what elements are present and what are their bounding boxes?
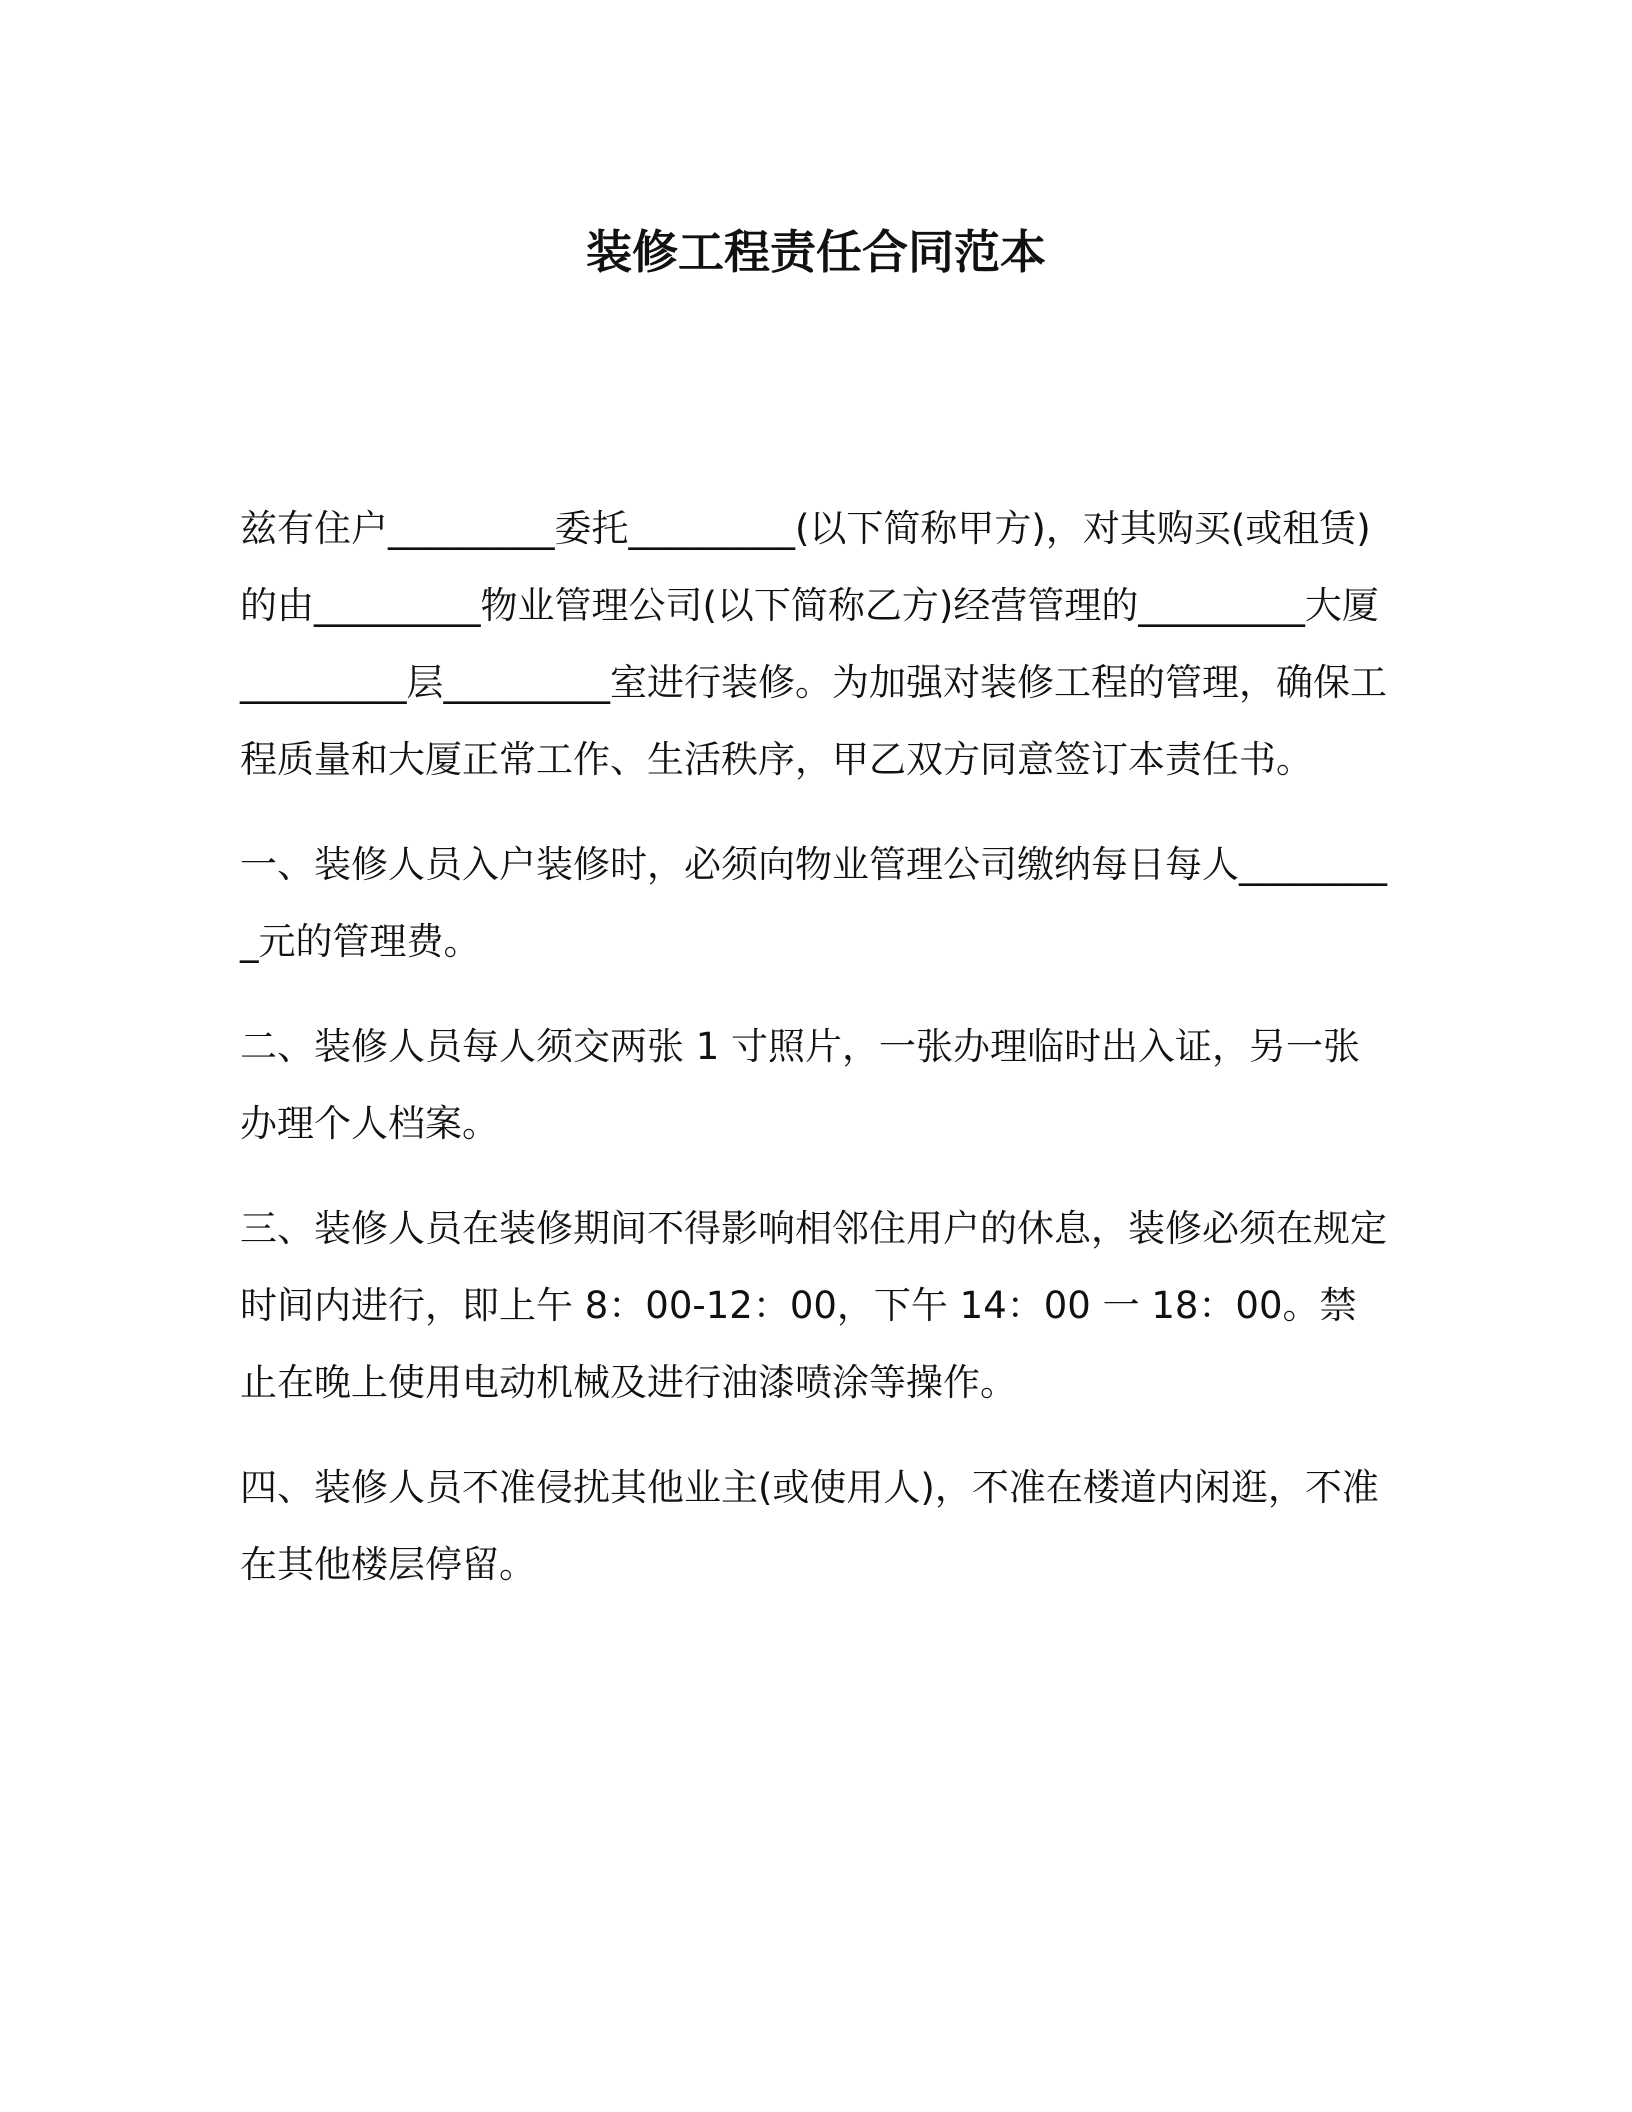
document-title: 装修工程责任合同范本 (586, 225, 1046, 279)
paragraph-clause-3: 三、装修人员在装修期间不得影响相邻住用户的休息，装修必须在规定时间内进行，即上午 8：00-12：00，下午 14：00 一 18：00。禁止在晚上使用电动机械及进行油漆喷涂等操作。 (240, 1207, 1387, 1404)
document-body (240, 490, 1392, 1631)
paragraph-clause-1: 一、装修人员入户装修时，必须向物业管理公司缴纳每日每人_________元的管理费。 (240, 843, 1387, 963)
paragraph-clause-4: 四、装修人员不准侵扰其他业主(或使用人)，不准在楼道内闲逛，不准在其他楼层停留。 (240, 1466, 1379, 1586)
paragraph-clause-2: 二、装修人员每人须交两张 1 寸照片，一张办理临时出入证，另一张办理个人档案。 (240, 1025, 1361, 1145)
paragraph-intro: 兹有住户_________委托_________(以下简称甲方)，对其购买(或租赁)的由_________物业管理公司(以下简称乙方)经营管理的_________大厦_________层_________室进行装修。为加强对装修工程的管理，确保工程质量和大厦正常工作、生活秩序，甲乙双方同意签订本责任书。 (240, 507, 1387, 781)
